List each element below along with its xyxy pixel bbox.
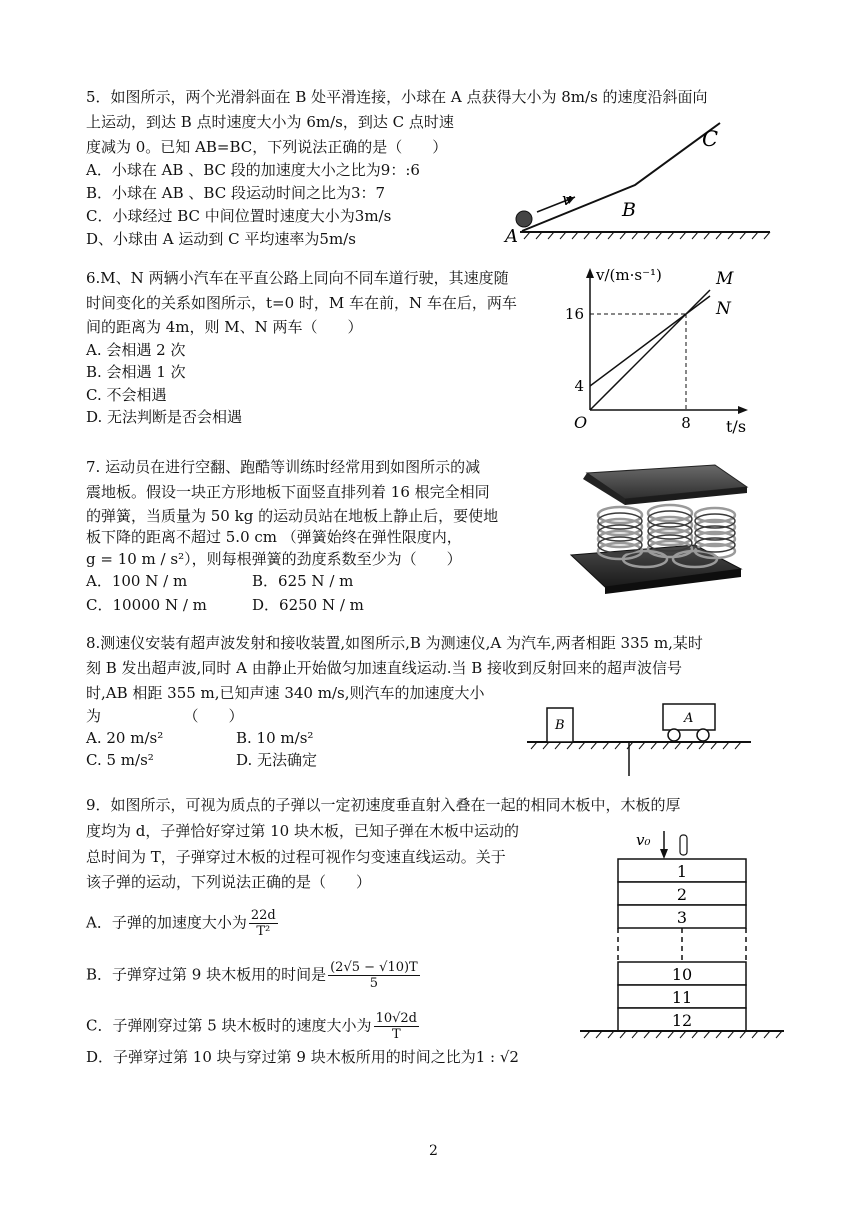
q6-x-tick-8: 8 — [681, 414, 691, 432]
q5-stem-line1: 5．如图所示，两个光滑斜面在 B 处平滑连接，小球在 A 点获得大小为 8m/s 的速度沿斜面向 — [86, 88, 708, 106]
q9-stem-line3: 总时间为 T，子弹穿过木板的过程可视作匀变速直线运动。关于 — [86, 848, 506, 866]
q6-stem-line3: 间的距离为 4m，则 M、N 两车（ ） — [86, 318, 363, 336]
q9-option-b-text: B．子弹穿过第 9 块木板用的时间是 — [86, 965, 327, 984]
q9-option-a — [86, 908, 280, 939]
q6-option-c: C. 不会相遇 — [86, 386, 167, 404]
q5-incline-surface — [522, 123, 720, 231]
q5-option-a: A．小球在 AB 、BC 段的加速度大小之比为9：:6 — [86, 161, 420, 179]
q9-board-label-2: 2 — [676, 885, 688, 904]
q5-ball — [516, 211, 532, 227]
q8-option-b: B. 10 m/s² — [236, 729, 314, 747]
q9-board-label-10: 10 — [671, 965, 693, 984]
q9-option-b — [86, 960, 422, 991]
q7-option-c: C．10000 N / m — [86, 596, 207, 614]
q9-option-b-numerator: (2√5 − √10)T — [330, 960, 418, 975]
q8-label-a: A — [684, 711, 694, 726]
q5-label-b: B — [622, 199, 636, 221]
q7-stem-line3: 的弹簧，当质量为 50 kg 的运动员站在地板上静止后，要使地 — [86, 507, 499, 525]
q7-stem-line4: 板下降的距离不超过 5.0 cm （弹簧始终在弹性限度内， — [86, 528, 462, 546]
q7-stem-line5: g = 10 m / s²），则每根弹簧的劲度系数至少为（ ） — [86, 550, 462, 568]
q9-board-label-1: 1 — [676, 862, 688, 881]
q6-stem-line2: 时间变化的关系如图所示，t=0 时，M 车在前，N 车在后，两车 — [86, 294, 517, 312]
q9-option-a-numerator: 22d — [250, 908, 276, 923]
q8-speedometer-figure — [525, 698, 755, 778]
page-number: 2 — [429, 1143, 438, 1159]
q6-option-b: B. 会相遇 1 次 — [86, 363, 186, 381]
q9-option-c — [86, 1011, 421, 1042]
q5-option-d: D、小球由 A 运动到 C 平均速率为5m/s — [86, 230, 356, 248]
q8-option-d: D. 无法确定 — [236, 751, 318, 769]
q9-board-label-3: 3 — [676, 908, 688, 927]
q5-label-c: C — [702, 127, 719, 151]
q6-series-label-M: M — [716, 269, 734, 289]
q6-y-tick-4: 4 — [574, 377, 584, 395]
q6-y-axis-label: v/(m·s⁻¹) — [596, 266, 662, 284]
q9-option-c-denominator: T — [391, 1027, 401, 1042]
q9-stem-line4: 该子弹的运动，下列说法正确的是（ ） — [86, 873, 372, 891]
q9-board-label-11: 11 — [671, 988, 693, 1007]
q9-option-a-fraction — [249, 908, 278, 939]
q9-option-b-denominator: 5 — [369, 976, 379, 991]
q9-option-c-text: C．子弹刚穿过第 5 块木板时的速度大小为 — [86, 1016, 372, 1035]
q6-origin-label: O — [574, 413, 588, 432]
q9-option-c-fraction — [374, 1011, 419, 1042]
q5-option-b: B．小球在 AB 、BC 段运动时间之比为3：7 — [86, 184, 386, 202]
q6-option-a: A. 会相遇 2 次 — [86, 341, 186, 359]
q6-x-axis-arrow — [738, 406, 748, 414]
q5-stem-line2: 上运动，到达 B 点时速度大小为 6m/s，到达 C 点时速 — [86, 113, 454, 131]
q7-stem-line1: 7. 运动员在进行空翻、跑酷等训练时经常用到如图所示的减 — [86, 458, 481, 476]
q7-option-b: B．625 N / m — [252, 572, 354, 590]
q6-series-line-M — [590, 290, 710, 410]
q7-option-a: A．100 N / m — [86, 572, 188, 590]
q5-stem-line3: 度减为 0。已知 AB=BC，下列说法正确的是（ ） — [86, 138, 448, 156]
q9-bullet — [680, 835, 687, 855]
q9-label-v0: v₀ — [636, 831, 651, 849]
q9-board-label-12: 12 — [671, 1011, 693, 1030]
q8-stem-line1: 8.测速仪安装有超声波发射和接收装置,如图所示,B 为测速仪,A 为汽车,两者相距 335 m,某时 — [86, 634, 703, 652]
q8-stem-line2: 刻 B 发出超声波,同时 A 由静止开始做匀加速直线运动.当 B 接收到反射回来的超声波信号 — [86, 659, 683, 677]
q6-stem-line1: 6.M、N 两辆小汽车在平直公路上同向不同车道行驶，其速度随 — [86, 269, 509, 287]
q6-vt-chart — [560, 262, 760, 437]
q9-option-b-fraction — [328, 960, 420, 991]
q5-label-v: v — [562, 190, 572, 210]
q6-y-axis-arrow — [586, 268, 594, 278]
q8-label-b: B — [555, 718, 565, 733]
q9-option-c-numerator: 10√2d — [375, 1011, 417, 1026]
q8-stem-line4: 为 （ ） — [86, 707, 244, 725]
q8-option-a: A. 20 m/s² — [86, 729, 164, 747]
q6-series-label-N: N — [716, 299, 731, 319]
q9-option-a-denominator: T² — [256, 924, 271, 939]
q9-stem-line2: 度均为 d，子弹恰好穿过第 10 块木板，已知子弹在木板中运动的 — [86, 822, 519, 840]
q9-option-d: D．子弹穿过第 10 块与穿过第 9 块木板所用的时间之比为1 : √2 — [86, 1048, 519, 1066]
q5-label-a: A — [505, 226, 518, 245]
q8-stem-line3: 时,AB 相距 355 m,已知声速 340 m/s,则汽车的加速度大小 — [86, 684, 485, 702]
q6-option-d: D. 无法判断是否会相遇 — [86, 408, 243, 426]
q8-option-c: C. 5 m/s² — [86, 751, 154, 769]
q6-x-axis-label: t/s — [726, 417, 747, 436]
q9-boards-figure — [578, 825, 790, 1040]
q7-floor-photo — [565, 463, 750, 595]
q9-stem-line1: 9．如图所示，可视为质点的子弹以一定初速度垂直射入叠在一起的相同木板中，木板的厚 — [86, 796, 681, 814]
q5-incline-figure — [495, 115, 775, 245]
q7-option-d: D．6250 N / m — [252, 596, 364, 614]
q7-stem-line2: 震地板。假设一块正方形地板下面竖直排列着 16 根完全相同 — [86, 483, 490, 501]
q6-series-line-N — [590, 296, 710, 386]
q6-y-tick-16: 16 — [564, 305, 584, 323]
q9-option-a-text: A．子弹的加速度大小为 — [86, 913, 247, 932]
q5-option-c: C．小球经过 BC 中间位置时速度大小为3m/s — [86, 207, 392, 225]
